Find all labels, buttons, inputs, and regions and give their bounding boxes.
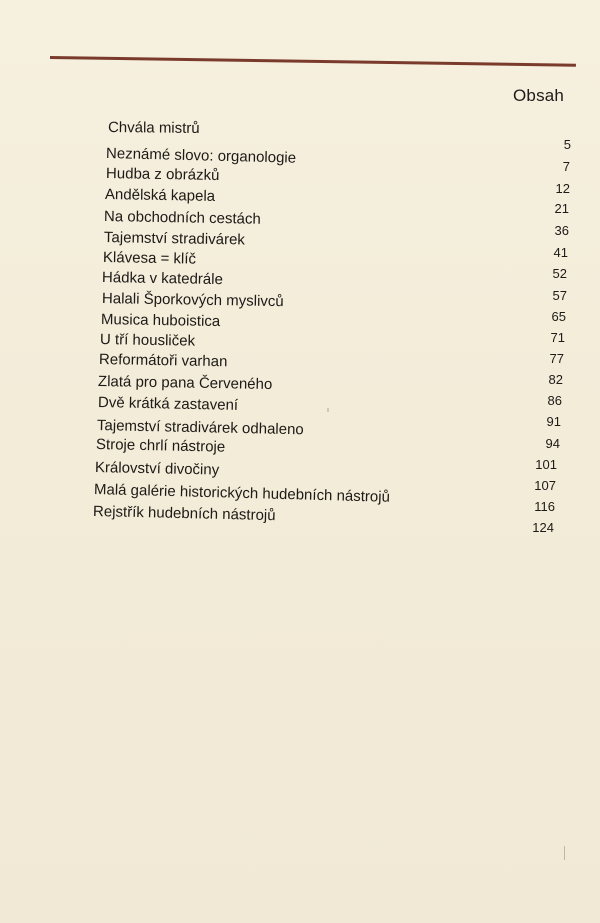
toc-entry-title: Hádka v katedrále bbox=[101, 269, 224, 289]
toc-entry-title: Malá galérie historických hudebních nástrojů bbox=[93, 481, 391, 506]
toc-entry-title: Na obchodních cestách bbox=[103, 208, 261, 228]
toc-entry-page-number: 107 bbox=[534, 478, 556, 493]
toc-entry-title: Andělská kapela bbox=[104, 186, 216, 205]
toc-entry-title: Stroje chrlí nástroje bbox=[95, 436, 226, 456]
toc-entry-page-number: 41 bbox=[553, 245, 568, 260]
toc-entry-title: Tajemství stradivárek bbox=[103, 229, 246, 249]
paper-speck bbox=[327, 408, 329, 412]
toc-entry-page-number: 57 bbox=[552, 288, 567, 303]
toc-entry-title: Rejstřík hudebních nástrojů bbox=[92, 503, 276, 525]
toc-entry-title: Zlatá pro pana Červeného bbox=[97, 373, 273, 394]
toc-entry-title: Království divočiny bbox=[94, 459, 220, 479]
paper-scratch bbox=[564, 846, 565, 860]
toc-entry-page-number: 77 bbox=[549, 351, 564, 366]
toc-entry-title: Neznámé slovo: organologie bbox=[105, 145, 297, 167]
toc-entry-page-number: 12 bbox=[555, 181, 570, 196]
toc-entry-page-number: 21 bbox=[554, 201, 569, 216]
toc-entry-page-number: 124 bbox=[532, 520, 554, 535]
toc-entry-title: Chvála mistrů bbox=[107, 119, 200, 137]
toc-entry-page-number: 116 bbox=[534, 499, 555, 514]
toc-entry-page-number: 91 bbox=[546, 414, 561, 429]
toc-entry-page-number: 82 bbox=[548, 372, 563, 387]
toc-entry-title: Hudba z obrázků bbox=[105, 165, 220, 184]
toc-entry-page-number: 5 bbox=[563, 137, 571, 152]
toc-entry-title: Dvě krátká zastavení bbox=[97, 394, 239, 414]
toc-entry-title: Halali Šporkových myslivců bbox=[101, 290, 284, 311]
toc-entry-title: Tajemství stradivárek odhaleno bbox=[96, 417, 304, 439]
toc-entry-page-number: 71 bbox=[550, 330, 565, 345]
toc-entry-title: Klávesa = klíč bbox=[102, 249, 197, 268]
toc-entry-page-number: 94 bbox=[545, 436, 560, 451]
toc-entry-page-number: 52 bbox=[552, 266, 567, 281]
toc-entry-title: U tří housliček bbox=[99, 331, 196, 350]
toc-entry-page-number: 65 bbox=[551, 309, 566, 324]
toc-entry-page-number: 101 bbox=[535, 457, 557, 472]
toc-entry-title: Reformátoři varhan bbox=[98, 351, 228, 371]
toc-entry-page-number: 36 bbox=[554, 223, 569, 238]
page-title: Obsah bbox=[513, 86, 565, 105]
toc-entry-page-number: 7 bbox=[562, 159, 570, 174]
toc-entry-page-number: 86 bbox=[547, 393, 562, 408]
toc-entry-title: Musica huboistica bbox=[100, 311, 221, 331]
